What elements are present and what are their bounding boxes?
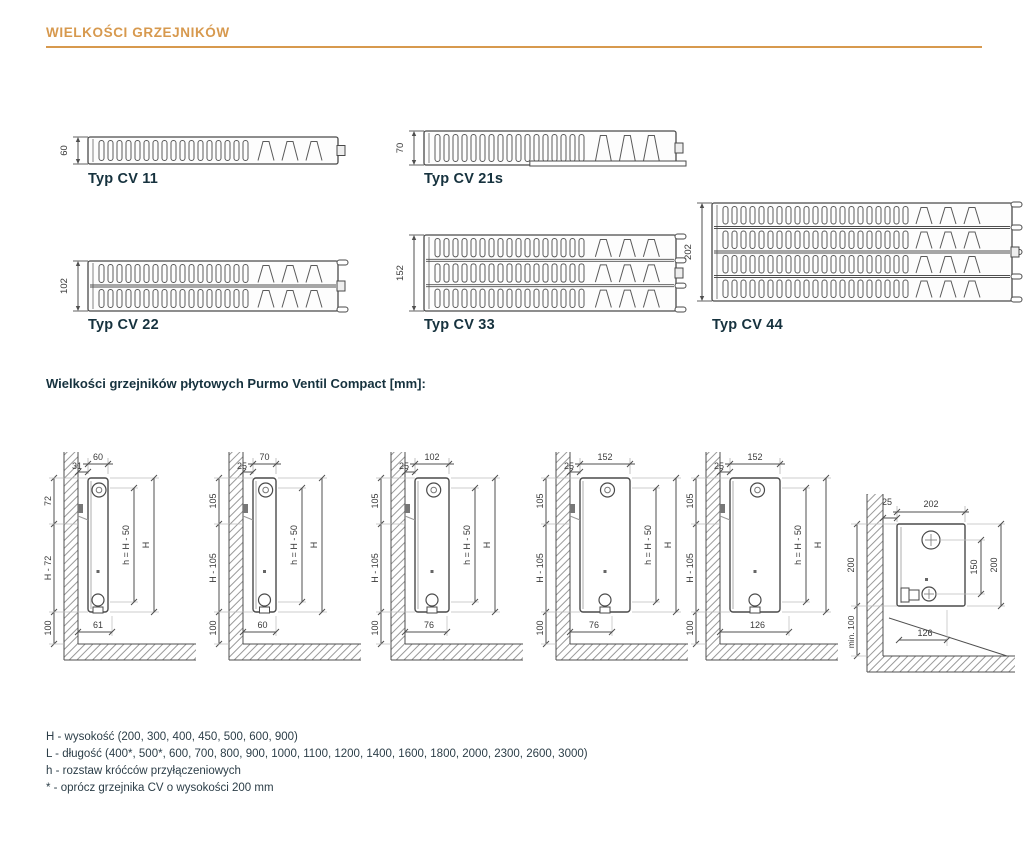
dim-label: min. 100 — [846, 615, 856, 649]
dim-label: 152 — [747, 452, 763, 462]
dim-label: 105 — [686, 493, 695, 509]
cv33-side-diagram — [536, 420, 694, 677]
side-diagram-svg — [536, 420, 694, 672]
dim-label: 100 — [371, 620, 380, 636]
dim-label: 150 — [969, 559, 979, 575]
dim-label: 100 — [209, 620, 218, 636]
dim-label: 102 — [59, 278, 70, 294]
dim-label: 72 — [44, 495, 53, 507]
dim-label: 76 — [423, 620, 435, 630]
radiator-top-view-svg — [56, 130, 350, 173]
dim-label: 100 — [686, 620, 695, 636]
section-subtitle: Wielkości grzejników płytowych Purmo Ventil Compact [mm]: — [46, 376, 426, 391]
cv44-top-view-drawing — [680, 196, 1024, 315]
dim-label: h = H - 50 — [462, 525, 472, 565]
dim-label: 60 — [92, 452, 104, 462]
cv22-type-label: Typ CV 22 — [88, 317, 159, 333]
title-underline — [46, 46, 982, 48]
footnote-spacing: h - rozstaw króćców przyłączeniowych — [46, 765, 241, 777]
dim-label: 200 — [989, 557, 999, 573]
dim-label: H - 72 — [44, 555, 53, 581]
cv22-side-diagram — [371, 420, 529, 677]
cv21s-side-diagram — [209, 420, 367, 677]
dim-label: H — [309, 541, 319, 549]
page-title: WIELKOŚCI GRZEJNIKÓW — [46, 25, 230, 40]
dim-label: 25 — [398, 461, 410, 471]
dim-label: 105 — [371, 493, 380, 509]
dim-label: 126 — [749, 620, 766, 630]
dim-label: 25 — [563, 461, 575, 471]
corner-detail-diagram — [843, 448, 1027, 685]
dim-label: H — [813, 541, 823, 549]
cv11-type-label: Typ CV 11 — [88, 171, 159, 187]
dim-label: H - 105 — [371, 553, 380, 583]
footnote-star: * - oprócz grzejnika CV o wysokości 200 mm — [46, 782, 274, 794]
dim-label: h = H - 50 — [289, 525, 299, 565]
dim-label: 61 — [92, 620, 104, 630]
footnotes — [46, 731, 588, 799]
footnote-height: H - wysokość (200, 300, 400, 450, 500, 600, 900) — [46, 731, 298, 743]
dim-label: H - 105 — [209, 553, 218, 583]
dim-label: 200 — [846, 557, 856, 573]
dim-label: 25 — [713, 461, 725, 471]
dim-label: 25 — [236, 461, 248, 471]
dim-label: 152 — [597, 452, 613, 462]
radiator-top-view-svg — [680, 196, 1024, 310]
dim-label: 105 — [536, 493, 545, 509]
dim-label: h = H - 50 — [643, 525, 653, 565]
dim-label: 100 — [44, 620, 53, 636]
cv33-top-view-drawing — [392, 228, 688, 325]
corner-diagram-svg — [843, 448, 1027, 680]
dim-label: 105 — [209, 493, 218, 509]
dim-label: 60 — [59, 145, 70, 156]
cv44-side-diagram — [686, 420, 844, 677]
dim-label: 70 — [395, 142, 406, 154]
side-diagram-svg — [44, 420, 202, 672]
dim-label: 100 — [536, 620, 545, 636]
radiator-top-view-svg — [392, 124, 688, 174]
dim-label: h = H - 50 — [793, 525, 803, 565]
radiator-top-view-svg — [392, 228, 688, 320]
dim-label: 202 — [923, 499, 939, 509]
cv11-side-diagram — [44, 420, 202, 677]
dim-label: H - 105 — [536, 553, 545, 583]
cv21s-type-label: Typ CV 21s — [424, 171, 504, 187]
dim-label: 70 — [259, 452, 270, 462]
cv44-type-label: Typ CV 44 — [712, 317, 783, 333]
dim-label: H — [141, 541, 151, 549]
dim-label: 152 — [395, 265, 406, 281]
dim-label: H — [482, 541, 492, 549]
dim-label: 76 — [588, 620, 600, 630]
dim-label: 202 — [683, 244, 694, 260]
dim-label: 102 — [424, 452, 440, 462]
radiator-top-view-svg — [56, 254, 350, 320]
footnote-length: L - długość (400*, 500*, 600, 700, 800, 900, 1000, 1100, 1200, 1400, 1600, 1800, 2000, 2300, 2600, 3000) — [46, 748, 588, 760]
dim-label: H - 105 — [686, 553, 695, 583]
dim-label: 31 — [71, 461, 83, 471]
dim-label: 126 — [917, 628, 933, 638]
side-diagram-svg — [371, 420, 529, 672]
dim-label: H — [663, 541, 673, 549]
cv22-top-view-drawing — [56, 254, 350, 325]
dim-label: 60 — [257, 620, 268, 630]
dim-label: h = H - 50 — [121, 525, 131, 565]
side-diagram-svg — [209, 420, 367, 672]
cv33-type-label: Typ CV 33 — [424, 317, 495, 333]
side-diagram-svg — [686, 420, 844, 672]
dim-label: 25 — [881, 497, 893, 507]
